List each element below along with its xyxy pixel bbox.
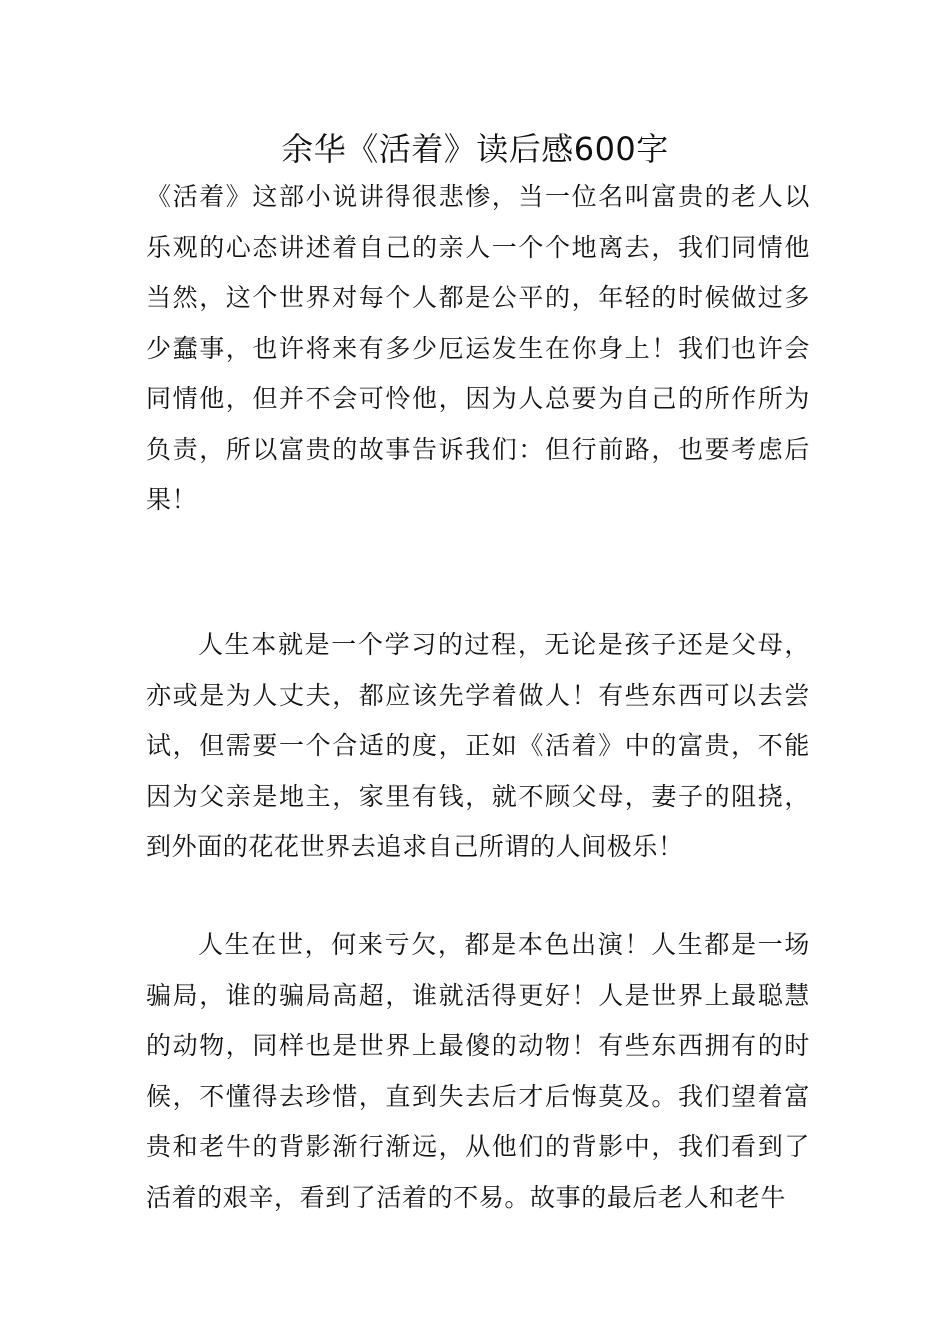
paragraph-1: 《活着》这部小说讲得很悲惨，当一位名叫富贵的老人以乐观的心态讲述着自己的亲人一个个地离去，我们同情他当然，这个世界对每个人都是公平的，年轻的时候做过多少蠢事，也许将来有多少厄运发生在你身上！我们也许会同情他，但并不会可怜他，因为人总要为自己的所作所为负责，所以富贵的故事告诉我们：但行前路，也要考虑后果！ xyxy=(146,182,810,514)
paragraph-3: 人生在世，何来亏欠，都是本色出演！人生都是一场骗局，谁的骗局高超，谁就活得更好！人是世界上最聪慧的动物，同样也是世界上最傻的动物！有些东西拥有的时候，不懂得去珍惜，直到失去后才后悔莫及。我们望着富贵和老牛的背影渐行渐远，从他们的背影中，我们看到了活着的艰辛，看到了活着的不易。故事的最后老人和老牛 xyxy=(146,930,810,1212)
paragraph-2: 人生本就是一个学习的过程，无论是孩子还是父母，亦或是为人丈夫，都应该先学着做人！有些东西可以去尝试，但需要一个合适的度，正如《活着》中的富贵，不能因为父亲是地主，家里有钱，就不顾父母，妻子的阻挠，到外面的花花世界去追求自己所谓的人间极乐！ xyxy=(146,630,810,861)
document-title: 余华《活着》读后感600字 xyxy=(281,130,669,168)
